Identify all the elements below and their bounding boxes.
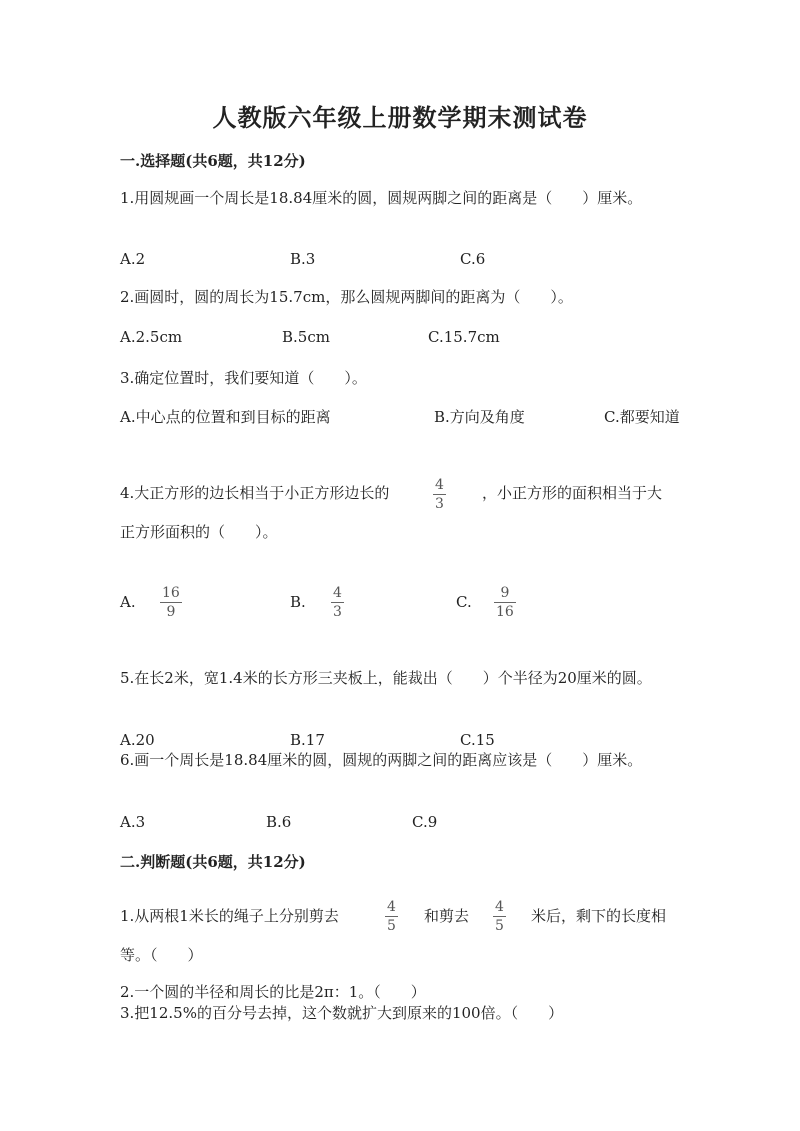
question-4-option-b-fraction xyxy=(331,585,344,620)
question-6-option-c: C.9 xyxy=(412,813,438,831)
question-4-option-b-label: B. xyxy=(290,593,306,611)
page-title: 人教版六年级上册数学期末测试卷 xyxy=(212,103,588,132)
judge-1-line2: 等。（ ） xyxy=(120,946,203,964)
fraction-denominator: 9 xyxy=(166,604,176,620)
fraction-numerator: 4 xyxy=(495,899,504,915)
fraction-denominator: 3 xyxy=(333,604,342,620)
question-4-text-after: ，小正方形的面积相当于大 xyxy=(482,484,663,502)
fraction-numerator: 4 xyxy=(333,585,342,601)
fraction-bar xyxy=(160,602,182,603)
question-5-option-c: C.15 xyxy=(460,731,495,749)
question-2-option-a: A.2.5cm xyxy=(120,328,183,346)
fraction-denominator: 16 xyxy=(496,604,514,620)
question-6-option-a: A.3 xyxy=(120,813,146,831)
question-1-option-a: A.2 xyxy=(120,250,146,268)
section-heading-judge: 二.判断题(共6题，共12分) xyxy=(120,853,306,871)
question-2-option-b: B.5cm xyxy=(282,328,330,346)
question-5-text: 5.在长2米，宽1.4米的长方形三夹板上，能裁出（ ）个半径为20厘米的圆。 xyxy=(120,669,652,687)
fraction-bar xyxy=(385,916,398,917)
fraction-numerator: 9 xyxy=(500,585,510,601)
question-1-text: 1.用圆规画一个周长是18.84厘米的圆，圆规两脚之间的距离是（ ）厘米。 xyxy=(120,189,643,207)
question-4-text-line2: 正方形面积的（ ）。 xyxy=(120,523,278,541)
fraction-bar xyxy=(331,602,344,603)
section-heading-choice: 一.选择题(共6题，共12分) xyxy=(120,152,306,170)
question-6-text: 6.画一个周长是18.84厘米的圆，圆规的两脚之间的距离应该是（ ）厘米。 xyxy=(120,751,643,769)
judge-1-fraction-2 xyxy=(493,899,506,934)
question-1-option-c: C.6 xyxy=(460,250,486,268)
question-2-option-c: C.15.7cm xyxy=(428,328,500,346)
judge-2-text: 2.一个圆的半径和周长的比是2π：1。（ ） xyxy=(120,983,426,1001)
judge-3-text: 3.把12.5%的百分号去掉，这个数就扩大到原来的100倍。（ ） xyxy=(120,1004,564,1022)
judge-1-part2: 和剪去 xyxy=(424,907,470,925)
question-3-text: 3.确定位置时，我们要知道（ ）。 xyxy=(120,369,367,387)
question-5-option-a: A.20 xyxy=(120,731,155,749)
question-3-option-a: A.中心点的位置和到目标的距离 xyxy=(120,408,331,426)
judge-1-part3: 米后，剩下的长度相 xyxy=(531,907,667,925)
fraction-bar xyxy=(433,494,446,495)
question-2-text: 2.画圆时，圆的周长为15.7cm，那么圆规两脚间的距离为（ ）。 xyxy=(120,288,573,306)
question-4-option-a-label: A. xyxy=(120,593,136,611)
question-6-option-b: B.6 xyxy=(266,813,292,831)
fraction-denominator: 3 xyxy=(435,496,444,512)
question-4-option-c-fraction xyxy=(494,585,516,620)
fraction-numerator: 4 xyxy=(435,477,444,493)
question-4-text-before: 4.大正方形的边长相当于小正方形边长的 xyxy=(120,484,390,502)
question-3-option-b: B.方向及角度 xyxy=(434,408,525,426)
question-4-option-c-label: C. xyxy=(456,593,472,611)
fraction-bar xyxy=(494,602,516,603)
question-1-option-b: B.3 xyxy=(290,250,316,268)
question-3-option-c: C.都要知道 xyxy=(604,408,680,426)
fraction-denominator: 5 xyxy=(387,918,396,934)
judge-1-part1: 1.从两根1米长的绳子上分别剪去 xyxy=(120,907,339,925)
question-5-option-b: B.17 xyxy=(290,731,325,749)
fraction-numerator: 4 xyxy=(387,899,396,915)
fraction-numerator: 16 xyxy=(162,585,180,601)
question-4-fraction xyxy=(433,477,446,512)
fraction-bar xyxy=(493,916,506,917)
fraction-denominator: 5 xyxy=(495,918,504,934)
question-4-option-a-fraction xyxy=(160,585,182,620)
judge-1-fraction-1 xyxy=(385,899,398,934)
